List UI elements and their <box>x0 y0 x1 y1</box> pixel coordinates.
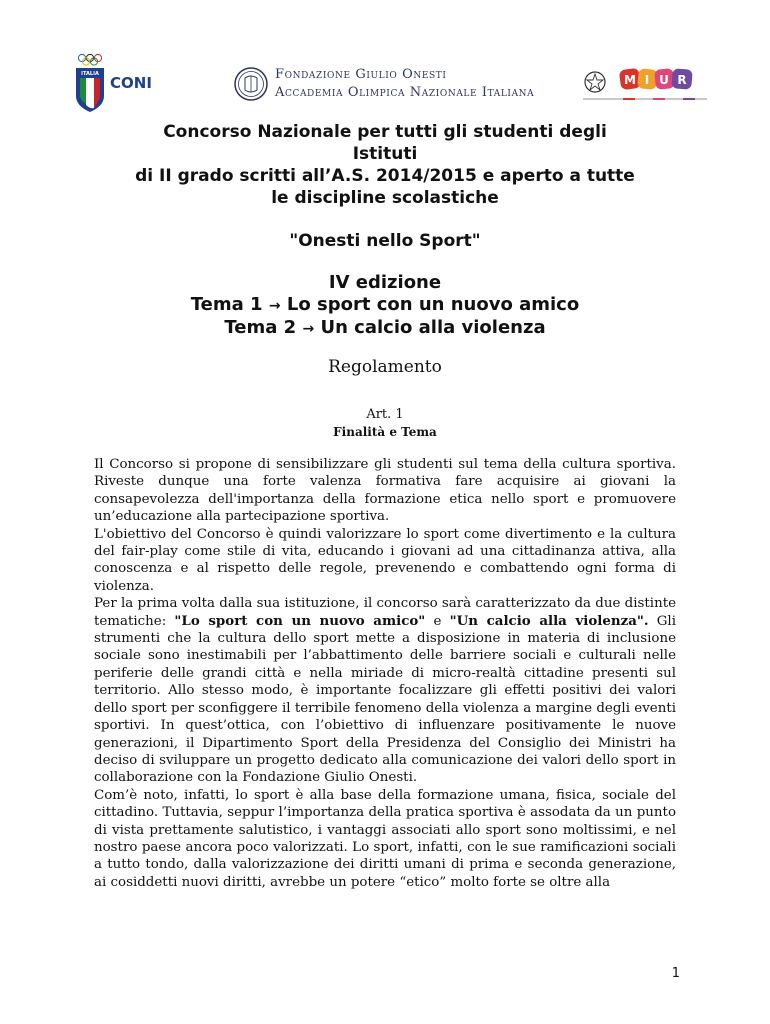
paragraph-3-intro: Per la prima volta dalla sua istituzione, il concorso sarà caratterizzato da due distinte tematiche: <box>94 596 676 629</box>
tema-1-text: Lo sport con un nuovo amico <box>286 294 580 315</box>
section-heading-regolamento: Regolamento <box>328 357 442 377</box>
article-body <box>94 456 676 891</box>
header-logos <box>0 52 770 114</box>
tema-2-text: Un calcio alla violenza <box>320 317 546 338</box>
republic-emblem-icon <box>585 72 605 92</box>
paragraph-3-conjunction: e <box>425 613 450 629</box>
coni-emblem-icon <box>74 52 154 114</box>
fgo-line-2: Accademia Olimpica Nazionale Italiana <box>275 85 535 100</box>
coni-shield-text: ITALIA <box>81 71 99 77</box>
svg-text:R: R <box>677 73 687 87</box>
miur-logo <box>583 62 707 108</box>
title-line-1: Concorso Nazionale per tutti gli studenti degli <box>163 122 607 142</box>
svg-text:U: U <box>659 73 669 87</box>
svg-text:I: I <box>644 73 650 87</box>
paragraph-3 <box>94 595 676 786</box>
tema-1-label: Tema 1 <box>190 294 263 315</box>
fondazione-giulio-onesti-logo <box>233 64 553 104</box>
article-subtitle: Finalità e Tema <box>333 425 437 439</box>
competition-name: "Onesti nello Sport" <box>289 231 481 251</box>
paragraph-4: Com’è noto, infatti, lo sport è alla base della formazione umana, fisica, sociale del cittadino. Tuttavia, seppur l’importanza della pratica sportiva è assodata da un punto di vista prettamente salutistico, i vantaggi associati allo sport sono moltissimi, e nel nostro paese ancora poco valorizzati. Lo sport, infatti, con le sue ramificazioni sociali a tutto tondo, dalla valorizzazione dei diritti umani di prima e seconda generazione, ai cosiddetti nuovi diritti, avrebbe un potere “etico” molto forte se oltre alla <box>94 787 676 890</box>
page-number: 1 <box>671 966 680 981</box>
title-line-3: di II grado scritti all’A.S. 2014/2015 e aperto a tutte <box>135 166 635 186</box>
arrow-right-icon: → <box>302 321 315 337</box>
article-number: Art. 1 <box>366 407 404 422</box>
coni-logo <box>74 52 154 114</box>
edition-label: IV edizione <box>328 272 442 293</box>
paragraph-3-rest: Gli strumenti che la cultura dello sport mette a disposizione in materia di inclusione sociale sono inestimabili per l’abbattimento delle barriere sociali e culturali nelle periferie delle grandi città e nella miriade di micro-realtà cittadine presenti sul territorio. Allo stesso modo, è importante focalizzare gli effetti positivi dei valori dello sport per sconfiggere il terribile fenomeno della violenza a margine degli eventi sportivi. In quest’ottica, con l’obiettivo di influenzare positivamente le nuove generazioni, il Dipartimento Sport della Presidenza del Consiglio dei Ministri ha deciso di sviluppare un progetto dedicato alla comunicazione dei valori dello sport in collaborazione con la Fondazione Giulio Onesti. <box>94 613 676 786</box>
tema-2-line <box>60 317 710 340</box>
svg-text:M: M <box>624 73 636 87</box>
fgo-name <box>275 66 534 102</box>
title-line-2: Istituti <box>352 144 418 164</box>
title-line-4: le discipline scolastiche <box>271 188 499 208</box>
fgo-line-1: Fondazione Giulio Onesti <box>275 67 447 82</box>
arrow-right-icon: → <box>268 298 281 314</box>
tema-1-line <box>60 294 710 317</box>
fgo-medallion-icon <box>233 66 269 102</box>
paragraph-1: Il Concorso si propone di sensibilizzare gli studenti sul tema della cultura sportiva. Riveste dunque una forte valenza formativa fare acquisire ai giovani la consapevolezza dell'importanza della formazione etica nello sport e promuovere un’educazione alla partecipazione sportiva. <box>94 457 676 525</box>
coni-text: CONI <box>110 74 152 92</box>
document-title-block <box>60 121 710 340</box>
theme-2-quote: "Un calcio alla violenza". <box>449 612 649 629</box>
miur-emblem-icon <box>583 62 707 108</box>
tema-2-label: Tema 2 <box>224 317 297 338</box>
theme-1-quote: "Lo sport con un nuovo amico" <box>174 612 426 629</box>
paragraph-2: L'obiettivo del Concorso è quindi valorizzare lo sport come divertimento e la cultura del fair-play come stile di vita, educando i giovani ad una cittadinanza attiva, alla conoscenza e al rispetto delle regole, prevenendo e combattendo ogni forma di violenza. <box>94 526 676 594</box>
